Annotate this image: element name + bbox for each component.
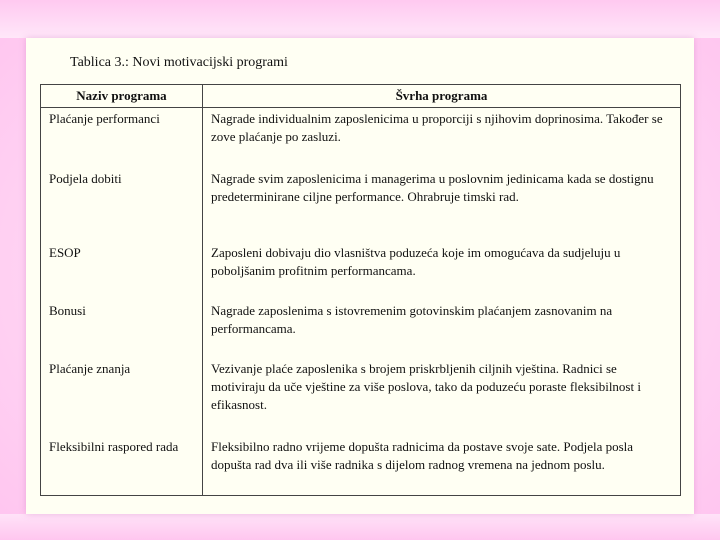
table-row <box>41 300 681 358</box>
program-name-cell: Podjela dobiti <box>41 168 203 242</box>
program-name-cell: Fleksibilni raspored rada <box>41 436 203 496</box>
program-name-cell: Plaćanje performanci <box>41 108 203 168</box>
program-purpose-cell: Zaposleni dobivaju dio vlasništva poduzeća koje im omogućava da sudjeluju u poboljšanim profitnim performancama. <box>203 242 681 300</box>
program-purpose-cell: Nagrade svim zaposlenicima i managerima u poslovnim jedinicama kada se dostignu predeterminirane ciljne performance. Ohrabruje timski rad. <box>203 168 681 242</box>
program-name-cell: ESOP <box>41 242 203 300</box>
table-row <box>41 358 681 436</box>
program-name-cell: Bonusi <box>41 300 203 358</box>
program-purpose-cell: Nagrade zaposlenima s istovremenim gotovinskim plaćanjem zasnovanim na performancama. <box>203 300 681 358</box>
programs-table <box>40 84 681 496</box>
table-row <box>41 436 681 496</box>
top-gradient-band <box>0 0 720 38</box>
bottom-gradient-band <box>0 514 720 540</box>
table-row <box>41 108 681 168</box>
table-row <box>41 168 681 242</box>
header-program-purpose: Švrha programa <box>203 85 681 108</box>
program-purpose-cell: Fleksibilno radno vrijeme dopušta radnicima da postave svoje sate. Podjela posla dopušta rad dva ili više radnika s dijelom radnog vremena na jednom poslu. <box>203 436 681 496</box>
program-purpose-cell: Nagrade individualnim zaposlenicima u proporciji s njihovim doprinosima. Također se zove plaćanje po zasluzi. <box>203 108 681 168</box>
document-sheet <box>26 38 694 514</box>
program-purpose-cell: Vezivanje plaće zaposlenika s brojem priskrbljenih ciljnih vještina. Radnici se motiviraju da uče vještine za više poslova, tako da poduzeću poraste fleksibilnost i efikasnost. <box>203 358 681 436</box>
table-caption: Tablica 3.: Novi motivacijski programi <box>70 55 288 70</box>
program-name-cell: Plaćanje znanja <box>41 358 203 436</box>
table-header-row <box>41 85 681 108</box>
header-program-name: Naziv programa <box>41 85 203 108</box>
table-row <box>41 242 681 300</box>
